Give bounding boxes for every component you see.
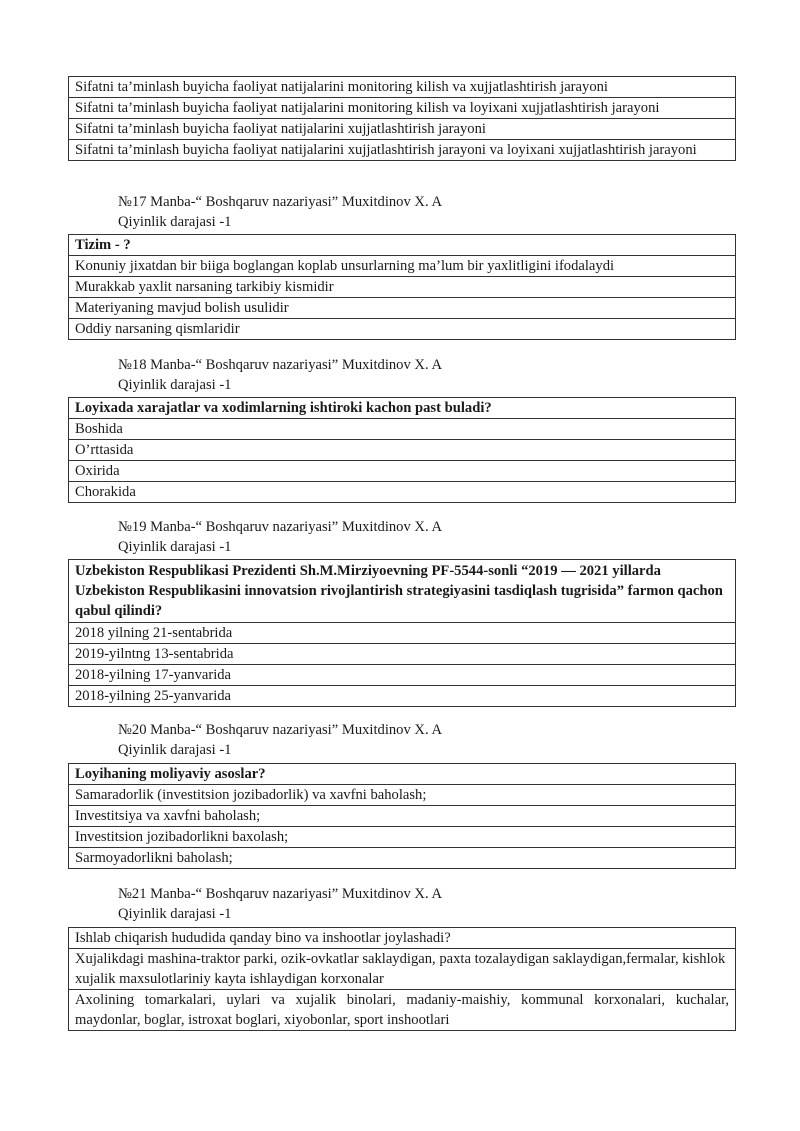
question-source: №21 Manba-“ Boshqaruv nazariyasi” Muxitdinov X. A: [118, 886, 442, 902]
question-source: №17 Manba-“ Boshqaruv nazariyasi” Muxitdinov X. A: [118, 194, 442, 210]
question-source: №19 Manba-“ Boshqaruv nazariyasi” Muxitdinov X. A: [118, 519, 442, 535]
answer-table-continued: [68, 76, 736, 161]
answer-option: Axolining tomarkalari, uylari va xujalik binolari, madaniy-maishiy, kommunal korxonalari, kuchalar, maydonlar, boglar, istroxat boglari, xiyobonlar, sport inshootlari: [69, 990, 736, 1031]
answer-option: Chorakida: [69, 482, 736, 503]
answer-option: Sifatni ta’minlash buyicha faoliyat natijalarini monitoring kilish va loyixani xujjatlashtirish jarayoni: [69, 98, 736, 119]
question-table-20: [68, 763, 736, 869]
answer-option: O’rttasida: [69, 440, 736, 461]
question-table-19: [68, 559, 736, 707]
answer-option: Xujalikdagi mashina-traktor parki, ozik-ovkatlar saklaydigan, paxta tozalaydigan saklaydigan,fermalar, kishlok xujalik maxsulotlariniy kayta ishlaydigan korxonalar: [69, 949, 736, 990]
answer-option: 2018-yilning 25-yanvarida: [69, 686, 736, 707]
question-difficulty: Qiyinlik darajasi -1: [118, 906, 232, 922]
answer-option: Oxirida: [69, 461, 736, 482]
answer-option: Sifatni ta’minlash buyicha faoliyat natijalarini xujjatlashtirish jarayoni: [69, 119, 736, 140]
answer-option: Sifatni ta’minlash buyicha faoliyat natijalarini monitoring kilish va xujjatlashtirish jarayoni: [69, 77, 736, 98]
answer-option: Konuniy jixatdan bir biiga boglangan koplab unsurlarning ma’lum bir yaxlitligini ifodalaydi: [69, 256, 736, 277]
answer-option: Samaradorlik (investitsion jozibadorlik) va xavfni baholash;: [69, 785, 736, 806]
question-source: №18 Manba-“ Boshqaruv nazariyasi” Muxitdinov X. A: [118, 357, 442, 373]
question-table-17: [68, 234, 736, 340]
question-difficulty: Qiyinlik darajasi -1: [118, 742, 232, 758]
question-difficulty: Qiyinlik darajasi -1: [118, 539, 232, 555]
answer-option: Sarmoyadorlikni baholash;: [69, 848, 736, 869]
answer-option: Investitsiya va xavfni baholash;: [69, 806, 736, 827]
question-text: Loyixada xarajatlar va xodimlarning ishtiroki kachon past buladi?: [69, 398, 736, 419]
question-text: Uzbekiston Respublikasi Prezidenti Sh.M.Mirziyoevning PF-5544-sonli “2019 — 2021 yillarda Uzbekiston Respublikasini innovatsion rivojlantirish strategiyasini tasdiqlash tugrisida” farmon qachon qabul qilindi?: [69, 560, 736, 623]
question-table-18: [68, 397, 736, 503]
question-source: №20 Manba-“ Boshqaruv nazariyasi” Muxitdinov X. A: [118, 722, 442, 738]
answer-option: Murakkab yaxlit narsaning tarkibiy kismidir: [69, 277, 736, 298]
question-text: Loyihaning moliyaviy asoslar?: [69, 764, 736, 785]
question-difficulty: Qiyinlik darajasi -1: [118, 377, 232, 393]
question-table-21: [68, 927, 736, 1031]
answer-option: 2019-yilntng 13-sentabrida: [69, 644, 736, 665]
answer-option: Sifatni ta’minlash buyicha faoliyat natijalarini xujjatlashtirish jarayoni va loyixani xujjatlashtirish jarayoni: [69, 140, 736, 161]
answer-option: 2018-yilning 17-yanvarida: [69, 665, 736, 686]
answer-option: 2018 yilning 21-sentabrida: [69, 623, 736, 644]
question-text: Tizim - ?: [69, 235, 736, 256]
question-text: Ishlab chiqarish hududida qanday bino va inshootlar joylashadi?: [69, 928, 736, 949]
answer-option: Oddiy narsaning qismlaridir: [69, 319, 736, 340]
answer-option: Investitsion jozibadorlikni baxolash;: [69, 827, 736, 848]
question-difficulty: Qiyinlik darajasi -1: [118, 214, 232, 230]
answer-option: Boshida: [69, 419, 736, 440]
answer-option: Materiyaning mavjud bolish usulidir: [69, 298, 736, 319]
